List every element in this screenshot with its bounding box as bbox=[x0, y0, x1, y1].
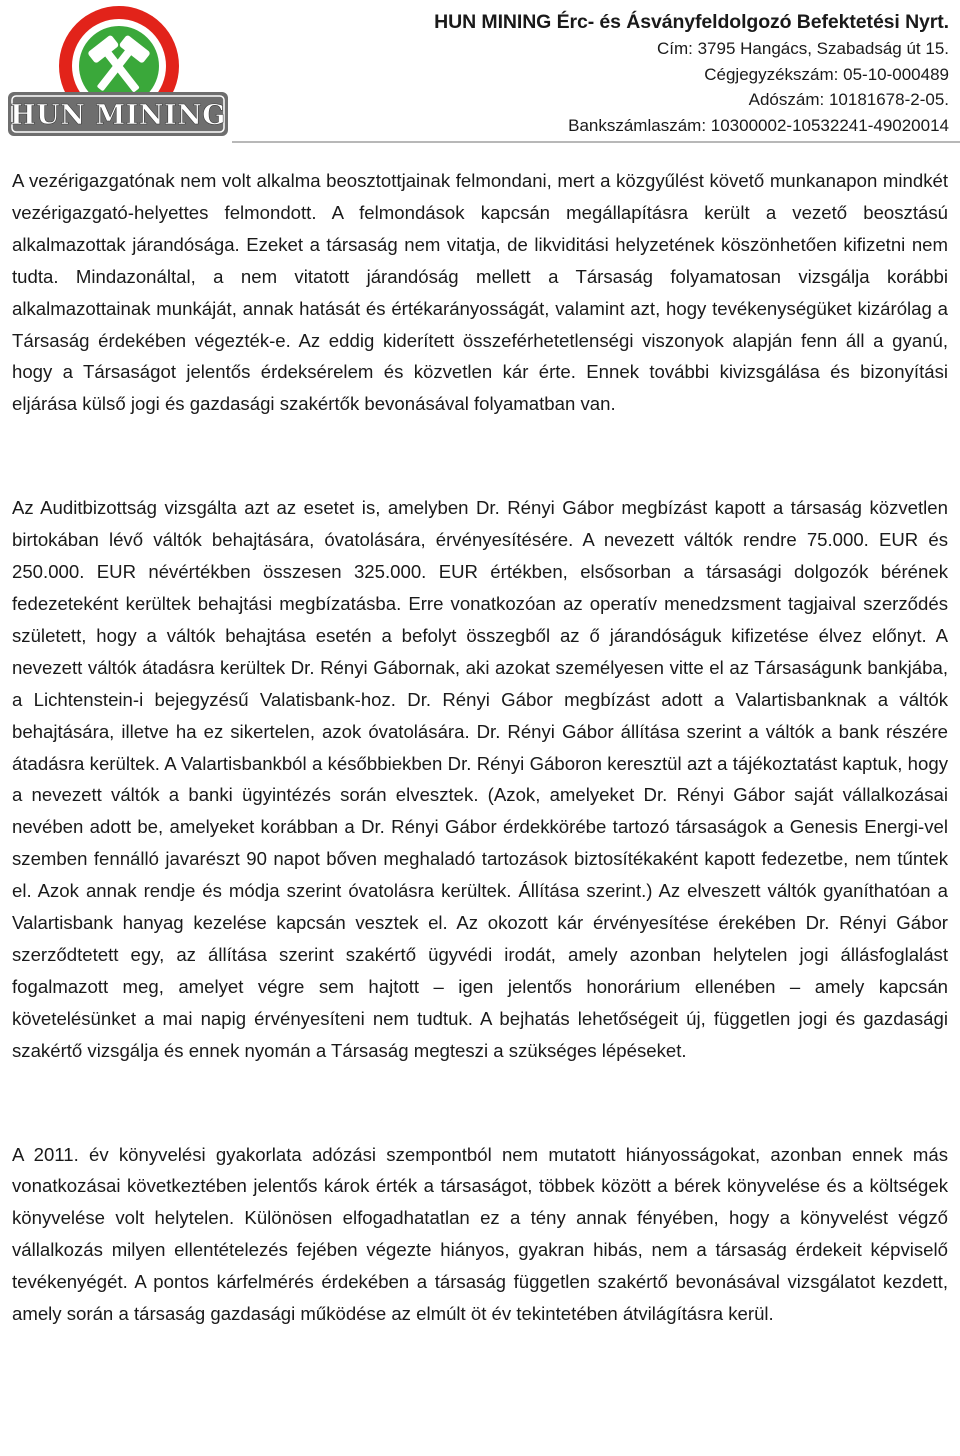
paragraph-bills-of-exchange: Az Auditbizottság vizsgálta azt az esetet is, amelyben Dr. Rényi Gábor megbízást kapott a társaság közvetlen birtokában lévő váltók behajtására, óvatolására, érvényesítésére. A nevezett váltók rendre 75.000. EUR és 250.000. EUR névértékben összesen 325.000. EUR értékben, elsősorban a társasági dolgozók bérének fedezeteként kerültek behajtási megbízatásba. Erre vonatkozóan az operatív menedzsment tagjaival szerződés született, hogy a váltók behajtása esetén a befolyt összegből az ő járandóságuk kifizetése élvez előnyt. A nevezett váltók átadásra kerültek Dr. Rényi Gábornak, aki azokat személyesen vitte el az Társaságunk bankjába, a Lichtenstein-i bejegyzésű Valatisbank-hoz. Dr. Rényi Gábor megbízást adott a Valartisbanknak a váltók behajtására, illetve ha ez sikertelen, azok óvatolására. Dr. Rényi Gábor állítása szerint a váltók a bank részére átadásra kerültek. A Valartisbankból a későbbiekben Dr. Rényi Gáboron keresztül azt a tájékoztatást kaptuk, hogy a nevezett váltók a banki ügyintézés során elvesztek. (Azok, amelyeket Dr. Rényi Gábor saját vállalkozásai nevében adott be, amelyeket korábban a Dr. Rényi Gábor érdekkörébe tartozó társaságok a Genesis Energi-vel szemben fennálló javarészt 90 napot bőven meghaladó tartozások biztosítékaként kapott fedezetbe, nem tűntek el. Azok annak rendje és módja szerint óvatolásra kerültek. Állítása szerint.) Az elveszett váltók gyaníthatóan a Valartisbank hanyag kezelése kapcsán vesztek el. Az okozott kár érvényesítése érekében Dr. Rényi Gábor szerződtetett egy, az állítása szerint szakértő ügyvédi irodát, amely azonban helytelen jogi állásfoglalást fogalmazott meg, amelyet végre sem hajtott – igen jelentős honorárium ellenében – amely kapcsán követelésünket a mai napig érvényesíteni nem tudtuk. A bejhatás lehetőségeit új, független jogi és gazdasági szakértő vizsgálja és ennek nyomán a Társaság megteszi a szükséges lépéseket. bbox=[12, 497, 948, 1061]
company-name: HUN MINING Érc- és Ásványfeldolgozó Befektetési Nyrt. bbox=[434, 11, 949, 33]
company-registry-number: Cégjegyzékszám: 05-10-000489 bbox=[704, 64, 949, 84]
company-bank-account: Bankszámlaszám: 10300002-10532241-49020014 bbox=[568, 116, 949, 136]
company-info bbox=[434, 10, 949, 139]
company-logo bbox=[6, 2, 230, 140]
paragraph-accounting-2011: A 2011. év könyvelési gyakorlata adózási szempontból nem mutatott hiányosságokat, azonban ennek más vonatkozásai következtében jelentős károk érték a társaságot, többek között a bérek könyvelése és a költségek könyvelése volt helytelen. Különösen elfogadhatatlan ez a tény annak fényében, hogy a könyvelést végző vállalkozás milyen ellentételezés fejében végezte hiányos, gyakran hibás, nem a társaság érdekeit képviselő tevékenyégét. A pontos kárfelmérés érdekében a társaság független szakértő bevonásával vizsgálatot kezdett, amely során a társaság gazdasági működése az elmúlt öt év tekintetében átvilágításra kerül. bbox=[12, 1143, 948, 1325]
logo-text: HUN MINING bbox=[10, 100, 226, 131]
header-divider bbox=[232, 141, 960, 143]
company-tax-number: Adószám: 10181678-2-05. bbox=[748, 90, 949, 110]
company-address: Cím: 3795 Hangács, Szabadság út 15. bbox=[656, 38, 949, 58]
letterhead bbox=[0, 0, 960, 142]
document-body bbox=[12, 165, 948, 1330]
paragraph-layoffs: A vezérigazgatónak nem volt alkalma beosztottjainak felmondani, mert a közgyűlést követő munkanapon mindkét vezérigazgató-helyettes felmondott. A felmondások kapcsán megállapításra került a vezető beosztású alkalmazottak járandósága. Ezeket a társaság nem vitatja, de likviditási helyzetének köszönhetően kifizetni nem tudta. Mindazonáltal, a nem vitatott járandóság mellett a Társaság folyamatosan vizsgálja korábbi alkalmazottainak munkáját, annak hatását és értékarányosságát, valamint azt, hogy tevékenységüket kizárólag a Társaság érdekében végezték-e. Az eddig kiderített összeférhetetlenségi viszonyok alapján fenn áll a gyanú, hogy a Társaságot jelentős érdeksérelem és közvetlen kár érte. Ennek további kivizsgálása és bizonyítási eljárása külső jogi és gazdasági szakértők bevonásával folyamatban van. bbox=[12, 170, 948, 415]
